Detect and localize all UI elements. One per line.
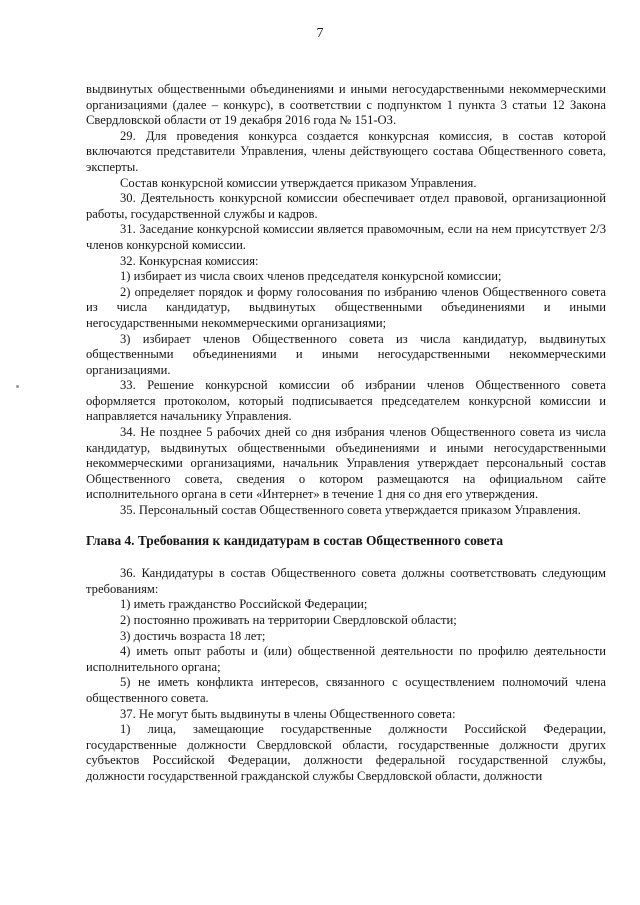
paragraph: 30. Деятельность конкурсной комиссии обеспечивает отдел правовой, организационной работы, государственной службы и кадров. bbox=[86, 191, 606, 221]
paragraph: 1) лица, замещающие государственные должности Российской Федерации, государственные должности Свердловской области, государственные должности других субъектов Российской Федерации, должности федеральной государственной службы, должности государственной гражданской службы Свердловской области, должности bbox=[86, 722, 606, 783]
paragraph: 31. Заседание конкурсной комиссии является правомочным, если на нем присутствует 2/3 членов конкурсной комиссии. bbox=[86, 222, 606, 252]
chapter-4-heading: Глава 4. Требования к кандидатурам в состав Общественного совета bbox=[86, 532, 504, 548]
page-number: 7 bbox=[316, 26, 324, 41]
paragraph: 36. Кандидатуры в состав Общественного совета должны соответствовать следующим требованиям: bbox=[86, 566, 606, 596]
chapter-4-section bbox=[86, 566, 606, 784]
paragraph: 3) избирает членов Общественного совета из числа кандидатур, выдвинутых общественными объединениями и иными негосударственными некоммерческими организациями. bbox=[86, 331, 606, 377]
paragraph: 3) достичь возраста 18 лет; bbox=[120, 628, 266, 643]
paragraph: 5) не иметь конфликта интересов, связанного с осуществлением полномочий члена общественного совета. bbox=[86, 675, 606, 705]
paragraph: 2) определяет порядок и форму голосования по избранию членов Общественного совета из числа кандидатур, выдвинутых общественными объединениями и иными негосударственными некоммерческими организациями; bbox=[86, 284, 606, 330]
paragraph: выдвинутых общественными объединениями и иными негосударственными некоммерческими организациями (далее – конкурс), в соответствии с подпунктом 1 пункта 3 статьи 12 Закона Свердловской области от 19 декабря 2016 года № 151-ОЗ. bbox=[86, 82, 606, 128]
document-body bbox=[86, 82, 606, 785]
paragraph: 32. Конкурсная комиссия: bbox=[120, 253, 259, 268]
paragraph: 29. Для проведения конкурса создается конкурсная комиссия, в состав которой включаются представители Управления, члены действующего состава Общественного совета, эксперты. bbox=[86, 128, 606, 174]
paragraph: 1) иметь гражданство Российской Федерации; bbox=[120, 597, 368, 612]
scan-speck bbox=[16, 385, 19, 388]
paragraph: 37. Не могут быть выдвинуты в члены Общественного совета: bbox=[120, 706, 456, 721]
paragraph: Состав конкурсной комиссии утверждается приказом Управления. bbox=[120, 175, 477, 190]
paragraph: 35. Персональный состав Общественного совета утверждается приказом Управления. bbox=[120, 503, 581, 518]
paragraph: 34. Не позднее 5 рабочих дней со дня избрания членов Общественного совета из числа кандидатур, выдвинутых общественными объединениями и иными негосударственными некоммерческими организациями, начальник Управления утверждает персональный состав Общественного совета, сведения о котором размещаются на официальном сайте исполнительного органа в сети «Интернет» в течение 1 дня со дня его утверждения. bbox=[86, 425, 606, 502]
paragraph: 2) постоянно проживать на территории Свердловской области; bbox=[120, 613, 457, 627]
paragraph: 33. Решение конкурсной комиссии об избрании членов Общественного совета оформляется протоколом, который подписывается председателем конкурсной комиссии и направляется начальнику Управления. bbox=[86, 378, 606, 424]
section-before-chapter-4 bbox=[86, 82, 606, 519]
paragraph: 4) иметь опыт работы и (или) общественной деятельности по профилю деятельности исполнительного органа; bbox=[86, 644, 606, 674]
paragraph: 1) избирает из числа своих членов председателя конкурсной комиссии; bbox=[120, 269, 502, 284]
